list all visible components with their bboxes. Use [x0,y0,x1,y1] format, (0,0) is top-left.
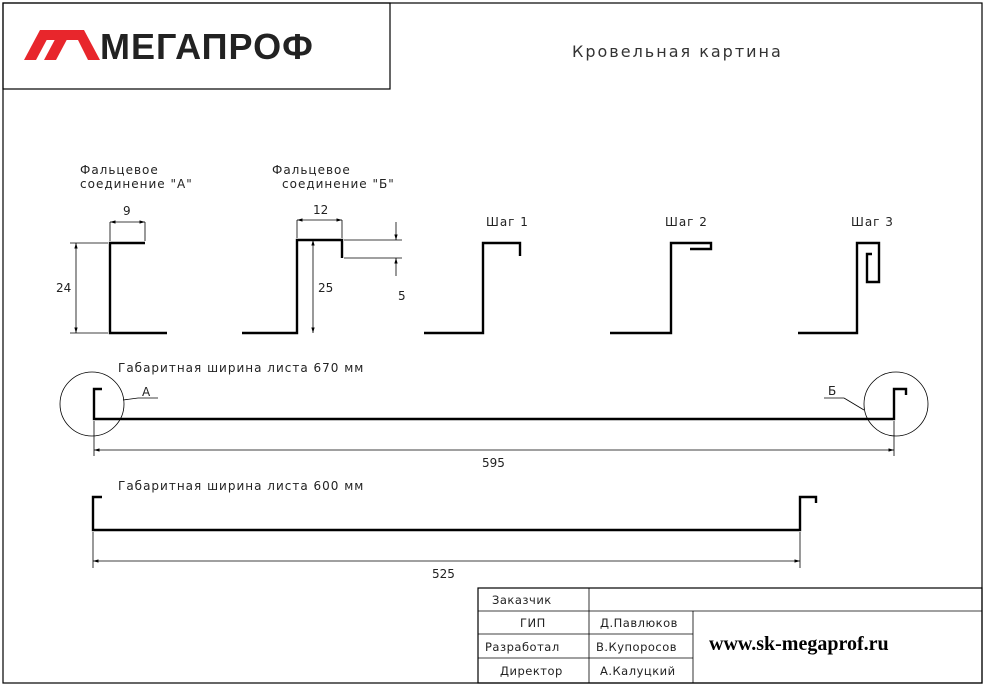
step-2-profile [610,243,711,333]
role-director: Директор [500,664,563,678]
joint-b-label-line1: Фальцевое [272,163,351,177]
sheet-670-profile [94,389,906,419]
sheet-600-label: Габаритная ширина листа 600 мм [118,479,365,493]
page-title: Кровельная картина [572,42,783,61]
website-text: www.sk-megaprof.ru [709,633,889,655]
sheet-670-detail [60,361,928,470]
step-1-profile [424,243,520,333]
joint-a-height: 24 [56,281,72,295]
name-director: А.Калуцкий [600,664,676,678]
logo [3,3,390,89]
step-3-detail [798,215,894,333]
role-developer: Разработал [485,640,560,654]
step-3-label: Шаг 3 [851,215,894,229]
title-block [478,588,982,683]
joint-b-width: 12 [313,203,329,217]
sheet-600-detail [93,479,816,581]
role-customer: Заказчик [492,593,552,607]
sheet-600-dimension: 525 [432,567,455,581]
marker-a-leader [123,398,138,400]
joint-a-callout-circle [60,372,124,436]
joint-a-width: 9 [123,204,131,218]
step-1-detail [424,215,529,333]
sheet-670-dimension: 595 [482,456,505,470]
sheet-frame [3,3,982,683]
role-gip: ГИП [520,616,546,630]
joint-a-label-line2: соединение "А" [80,177,193,191]
name-developer: В.Купоросов [596,640,678,654]
logo-icon [24,30,100,60]
name-gip: Д.Павлюков [600,616,678,630]
sheet-670-label: Габаритная ширина листа 670 мм [118,361,365,375]
joint-a-profile [110,243,167,333]
joint-a-label-line1: Фальцевое [80,163,159,177]
joint-b-callout-circle [864,372,928,436]
step-3-profile [798,243,879,333]
joint-a-detail [56,163,193,333]
marker-b-leader [844,398,864,410]
joint-b-height: 25 [318,281,334,295]
step-2-detail [610,215,711,333]
step-1-label: Шаг 1 [486,215,529,229]
marker-b: Б [828,384,837,398]
sheet-600-profile [93,497,816,530]
joint-b-detail [242,163,406,333]
marker-a: А [142,385,151,399]
joint-b-offset: 5 [398,289,406,303]
joint-b-label-line2: соединение "Б" [282,177,395,191]
step-2-label: Шаг 2 [665,215,708,229]
logo-text: МЕГАПРОФ [100,26,314,67]
